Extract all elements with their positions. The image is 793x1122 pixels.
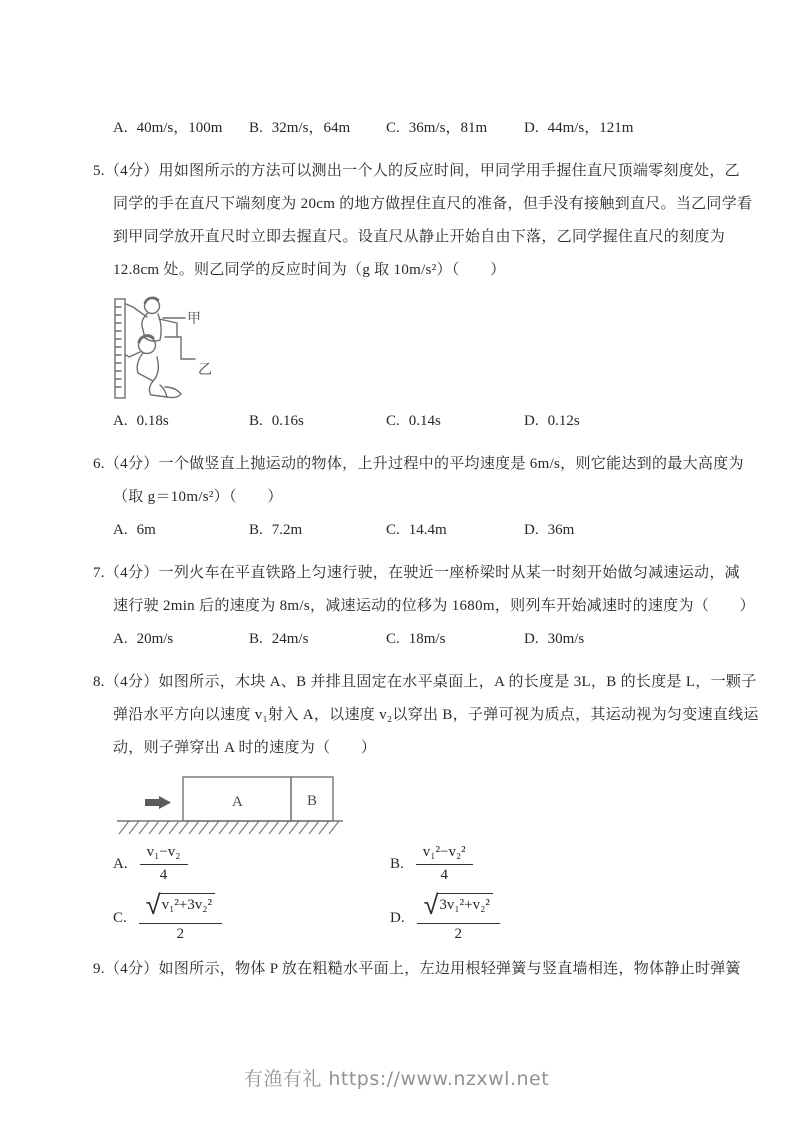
option-label: A. — [113, 120, 128, 136]
q5-option-c — [386, 405, 524, 438]
option-label: B. — [249, 522, 263, 538]
fraction — [140, 844, 188, 884]
q9-stem-line-1: 9.（4分）如图所示，物体 P 放在粗糙水平面上，左边用根轻弹簧与竖直墙相连，物体静止时弹簧 — [93, 961, 741, 977]
denominator: 2 — [417, 923, 500, 943]
option-value: 6m — [136, 522, 156, 538]
radical-icon: √ — [145, 890, 161, 921]
option-value: 32m/s，64m — [271, 120, 351, 136]
watermark-link[interactable]: 有渔有礼 https://www.nzxwl.net — [243, 1068, 550, 1090]
q8-stem-line-3: 动，则子弹穿出 A 时的速度为（ ） — [113, 740, 377, 756]
q5-option-d — [524, 405, 723, 438]
question-5 — [93, 155, 753, 438]
numerator: v₁²−v₂² — [422, 844, 466, 860]
option-value: 18m/s — [408, 631, 446, 647]
q5-options-row — [113, 405, 723, 438]
radicand: 3v₁²+v₂² — [437, 893, 492, 914]
ruler-icon — [115, 299, 125, 398]
option-label: B. — [249, 120, 263, 136]
option-label: C. — [113, 909, 127, 926]
q4-option-c — [386, 112, 524, 145]
q5-option-a — [113, 405, 249, 438]
q6-option-a — [113, 514, 249, 547]
q7-option-b — [249, 623, 386, 656]
q7-option-a — [113, 623, 249, 656]
question-8 — [93, 666, 759, 943]
option-label: D. — [524, 631, 539, 647]
option-value: 40m/s，100m — [136, 120, 223, 136]
block-a-label: A — [232, 794, 243, 810]
q7-stem-line-2: 速行驶 2min 后的速度为 8m/s，减速运动的位移为 1680m，则列车开始减速时的速度为（ ） — [113, 598, 755, 614]
label-yi: 乙 — [198, 363, 212, 378]
q7-option-c — [386, 623, 524, 656]
q5-stem-line-1: 5.（4分）用如图所示的方法可以测出一个人的反应时间，甲同学用手握住直尺顶端零刻度处，乙 — [93, 163, 740, 179]
option-label: A. — [113, 631, 128, 647]
q7-stem-line-1: 7.（4分）一列火车在平直铁路上匀速行驶，在驶近一座桥梁时从某一时刻开始做匀减速运动，减 — [93, 565, 740, 581]
option-value: 0.18s — [136, 413, 169, 429]
page-footer — [0, 1064, 793, 1091]
block-b-label: B — [307, 793, 318, 809]
square-root — [145, 890, 215, 921]
option-label: C. — [386, 522, 400, 538]
q5-reaction-time-figure — [105, 293, 245, 405]
label-jia: 甲 — [187, 312, 201, 327]
option-value: 0.14s — [408, 413, 441, 429]
option-value: 24m/s — [271, 631, 309, 647]
option-value: 36m/s，81m — [408, 120, 488, 136]
denominator: 4 — [140, 864, 188, 884]
q7-option-d — [524, 623, 723, 656]
question4-options-row — [113, 112, 723, 145]
q4-option-a — [113, 112, 249, 145]
q6-options-row — [113, 514, 723, 547]
option-label: D. — [524, 413, 539, 429]
q5-option-b — [249, 405, 386, 438]
q4-option-d — [524, 112, 723, 145]
question-6 — [93, 448, 744, 547]
q5-stem-line-2: 同学的手在直尺下端刻度为 20cm 的地方做捏住直尺的准备，但手没有接触到直尺。当乙同学看 — [113, 196, 753, 212]
q8-option-b — [390, 839, 723, 889]
q4-option-b — [249, 112, 386, 145]
option-label: A. — [113, 855, 128, 872]
q6-stem-line-1: 6.（4分）一个做竖直上抛运动的物体，上升过程中的平均速度是 6m/s，则它能达到的最大高度为 — [93, 456, 744, 472]
radicand: v₁²+3v₂² — [160, 893, 215, 914]
ruler-catch-sketch — [105, 293, 245, 405]
q8-formula-row-2 — [113, 890, 723, 943]
option-label: A. — [113, 522, 128, 538]
numerator: v₁−v₂ — [146, 844, 181, 860]
option-label: C. — [386, 120, 400, 136]
q8-stem-line-2: 弹沿水平方向以速度 v₁射入 A，以速度 v₂以穿出 B，子弹可视为质点，其运动视为匀变速直线运 — [113, 707, 759, 723]
bullet-blocks-sketch — [115, 769, 345, 835]
q5-stem-line-4: 12.8cm 处。则乙同学的反应时间为（g 取 10m/s²）（ ） — [113, 262, 506, 278]
option-label: C. — [386, 631, 400, 647]
option-value: 44m/s，121m — [547, 120, 634, 136]
q6-stem-line-2: （取 g＝10m/s²）（ ） — [113, 489, 283, 505]
option-value: 7.2m — [271, 522, 303, 538]
exam-content — [93, 112, 759, 986]
option-label: B. — [249, 631, 263, 647]
option-value: 14.4m — [408, 522, 447, 538]
question-9 — [93, 953, 741, 986]
option-value: 30m/s — [547, 631, 585, 647]
ground-hatching — [119, 821, 339, 834]
q8-stem-line-1: 8.（4分）如图所示，木块 A、B 并排且固定在水平桌面上，A 的长度是 3L，B 的长度是 L，一颗子 — [93, 674, 757, 690]
denominator: 4 — [416, 864, 473, 884]
question-7 — [93, 557, 755, 656]
option-label: D. — [524, 120, 539, 136]
q6-option-b — [249, 514, 386, 547]
bullet-arrow-icon — [145, 796, 171, 809]
option-label: A. — [113, 413, 128, 429]
option-label: C. — [386, 413, 400, 429]
option-label: B. — [249, 413, 263, 429]
fraction — [139, 890, 222, 943]
q6-option-d — [524, 514, 723, 547]
option-value: 36m — [547, 522, 575, 538]
fraction — [416, 844, 473, 884]
q7-options-row — [113, 623, 723, 656]
q8-option-c — [113, 890, 390, 943]
q8-formula-row-1 — [113, 839, 723, 889]
option-label: D. — [390, 909, 405, 926]
option-label: D. — [524, 522, 539, 538]
option-value: 0.16s — [271, 413, 304, 429]
q5-stem-line-3: 到甲同学放开直尺时立即去握直尺。设直尺从静止开始自由下落，乙同学握住直尺的刻度为 — [113, 229, 726, 245]
radical-icon: √ — [423, 890, 439, 921]
denominator: 2 — [139, 923, 222, 943]
q8-option-d — [390, 890, 723, 943]
q8-option-a — [113, 839, 390, 889]
option-label: B. — [390, 855, 404, 872]
q8-blocks-figure — [115, 769, 345, 835]
option-value: 0.12s — [547, 413, 580, 429]
option-value: 20m/s — [136, 631, 174, 647]
fraction — [417, 890, 500, 943]
q6-option-c — [386, 514, 524, 547]
square-root — [423, 890, 493, 921]
